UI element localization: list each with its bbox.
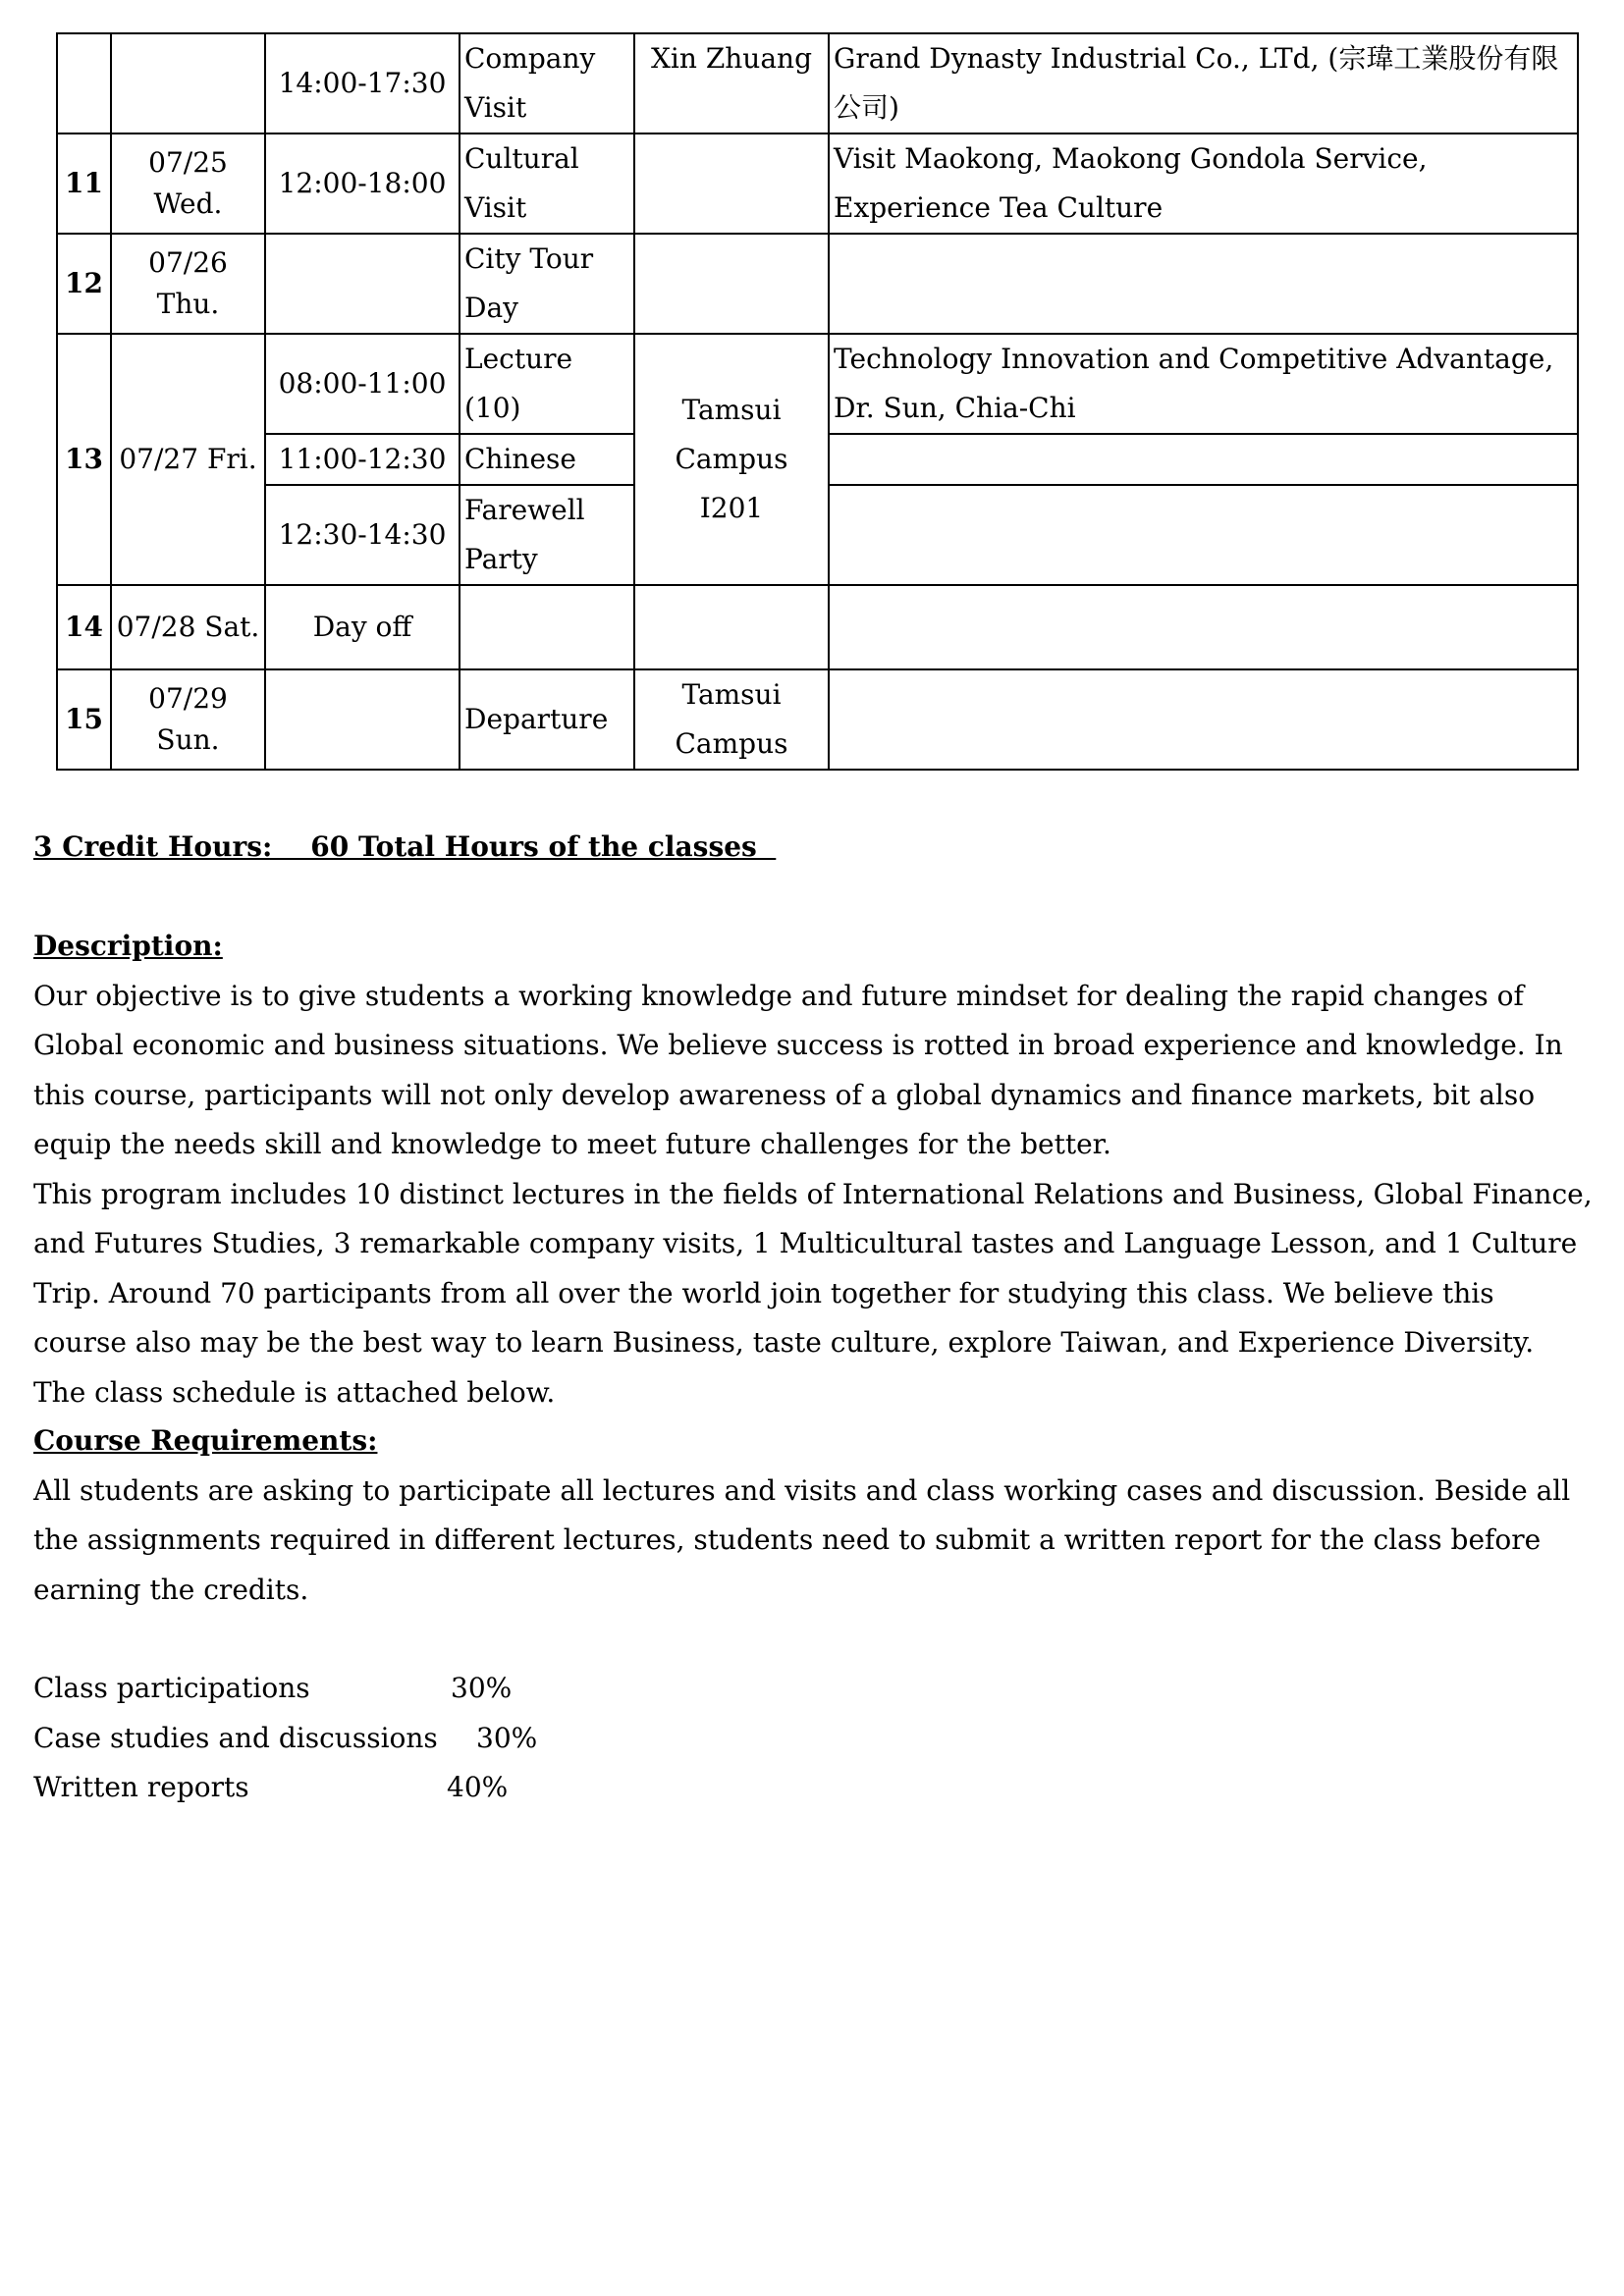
- row-time: [265, 234, 460, 334]
- row-notes: [829, 234, 1578, 334]
- row-activity: [460, 585, 634, 669]
- grading-label: Case studies and discussions: [33, 1721, 438, 1754]
- session-notes: Technology Innovation and Competitive Advantage, Dr. Sun, Chia-Chi: [829, 334, 1578, 434]
- row-notes: Grand Dynasty Industrial Co., LTd, (宗瑋工業股份有限公司): [829, 33, 1578, 133]
- grading-value: 30%: [451, 1672, 513, 1704]
- grading-value: 30%: [476, 1721, 538, 1754]
- description-paragraph-1: Our objective is to give students a working knowledge and future mindset for dealing the rapid changes of Global economic and business situations. We believe success is rotted in broad experience and knowledge. In this course, participants will not only develop awareness of a global dynamics and finance markets, bit also equip the needs skill and knowledge to meet future challenges for the better.: [33, 979, 1563, 1160]
- row-notes: [829, 585, 1578, 669]
- requirements-heading: Course Requirements:: [33, 1424, 378, 1457]
- table-row: [57, 234, 1578, 334]
- row-time: Day off: [265, 585, 460, 669]
- table-row: [57, 133, 1578, 234]
- row-number: 13: [57, 334, 111, 585]
- grading-label: Class participations: [33, 1672, 310, 1704]
- row-number: 14: [57, 585, 111, 669]
- session-time: 11:00-12:30: [265, 434, 460, 485]
- row-location: Tamsui Campus I201: [634, 334, 829, 585]
- session-time: 08:00-11:00: [265, 334, 460, 434]
- row-time: 12:00-18:00: [265, 133, 460, 234]
- row-number: 11: [57, 133, 111, 234]
- row-date: 07/27 Fri.: [111, 334, 265, 585]
- row-date: 07/29 Sun.: [111, 669, 265, 770]
- grading-list: [33, 1664, 1595, 1813]
- table-row: [57, 585, 1578, 669]
- row-location: Tamsui Campus: [634, 669, 829, 770]
- row-activity: Departure: [460, 669, 634, 770]
- row-date: [111, 33, 265, 133]
- grading-item: [33, 1714, 1595, 1764]
- row-number: [57, 33, 111, 133]
- row-activity: City Tour Day: [460, 234, 634, 334]
- requirements-section: [33, 1416, 1595, 1615]
- row-date: 07/26 Thu.: [111, 234, 265, 334]
- session-activity: Chinese: [460, 434, 634, 485]
- row-time: 14:00-17:30: [265, 33, 460, 133]
- row-location: [634, 585, 829, 669]
- requirements-paragraph: All students are asking to participate all lectures and visits and class working cases and discussion. Beside all the assignments required in different lectures, students need to submit a written report for the class before earning the credits.: [33, 1473, 1571, 1606]
- row-number: 12: [57, 234, 111, 334]
- grading-item: [33, 1664, 1595, 1714]
- session-notes: [829, 485, 1578, 585]
- row-location: Xin Zhuang: [634, 33, 829, 133]
- row-number: 15: [57, 669, 111, 770]
- row-activity: Cultural Visit: [460, 133, 634, 234]
- row-activity: Company Visit: [460, 33, 634, 133]
- grading-value: 40%: [447, 1771, 509, 1803]
- row-date: 07/25 Wed.: [111, 133, 265, 234]
- grading-item: [33, 1763, 1595, 1813]
- row-location: [634, 133, 829, 234]
- credit-hours-line: [33, 823, 1595, 873]
- row-notes: Visit Maokong, Maokong Gondola Service, Experience Tea Culture: [829, 133, 1578, 234]
- row-notes: [829, 669, 1578, 770]
- credit-hours-heading: 3 Credit Hours: 60 Total Hours of the classes: [33, 830, 777, 863]
- description-section: [33, 922, 1595, 1417]
- schedule-table: [56, 32, 1579, 771]
- table-row: [57, 33, 1578, 133]
- grading-label: Written reports: [33, 1771, 249, 1803]
- row-date: 07/28 Sat.: [111, 585, 265, 669]
- row-location: [634, 234, 829, 334]
- session-time: 12:30-14:30: [265, 485, 460, 585]
- row-time: [265, 669, 460, 770]
- table-row: [57, 669, 1578, 770]
- session-activity: Lecture (10): [460, 334, 634, 434]
- description-paragraph-2: This program includes 10 distinct lectures in the fields of International Relations and Business, Global Finance, and Futures Studies, 3 remarkable company visits, 1 Multicultural tastes and Language Lesson, and 1 Culture Trip. Around 70 participants from all over the world join together for studying this class. We believe this course also may be the best way to learn Business, taste culture, explore Taiwan, and Experience Diversity. The class schedule is attached below.: [33, 1177, 1593, 1409]
- session-activity: Farewell Party: [460, 485, 634, 585]
- description-heading: Description:: [33, 930, 223, 962]
- session-notes: [829, 434, 1578, 485]
- table-row: [57, 334, 1578, 434]
